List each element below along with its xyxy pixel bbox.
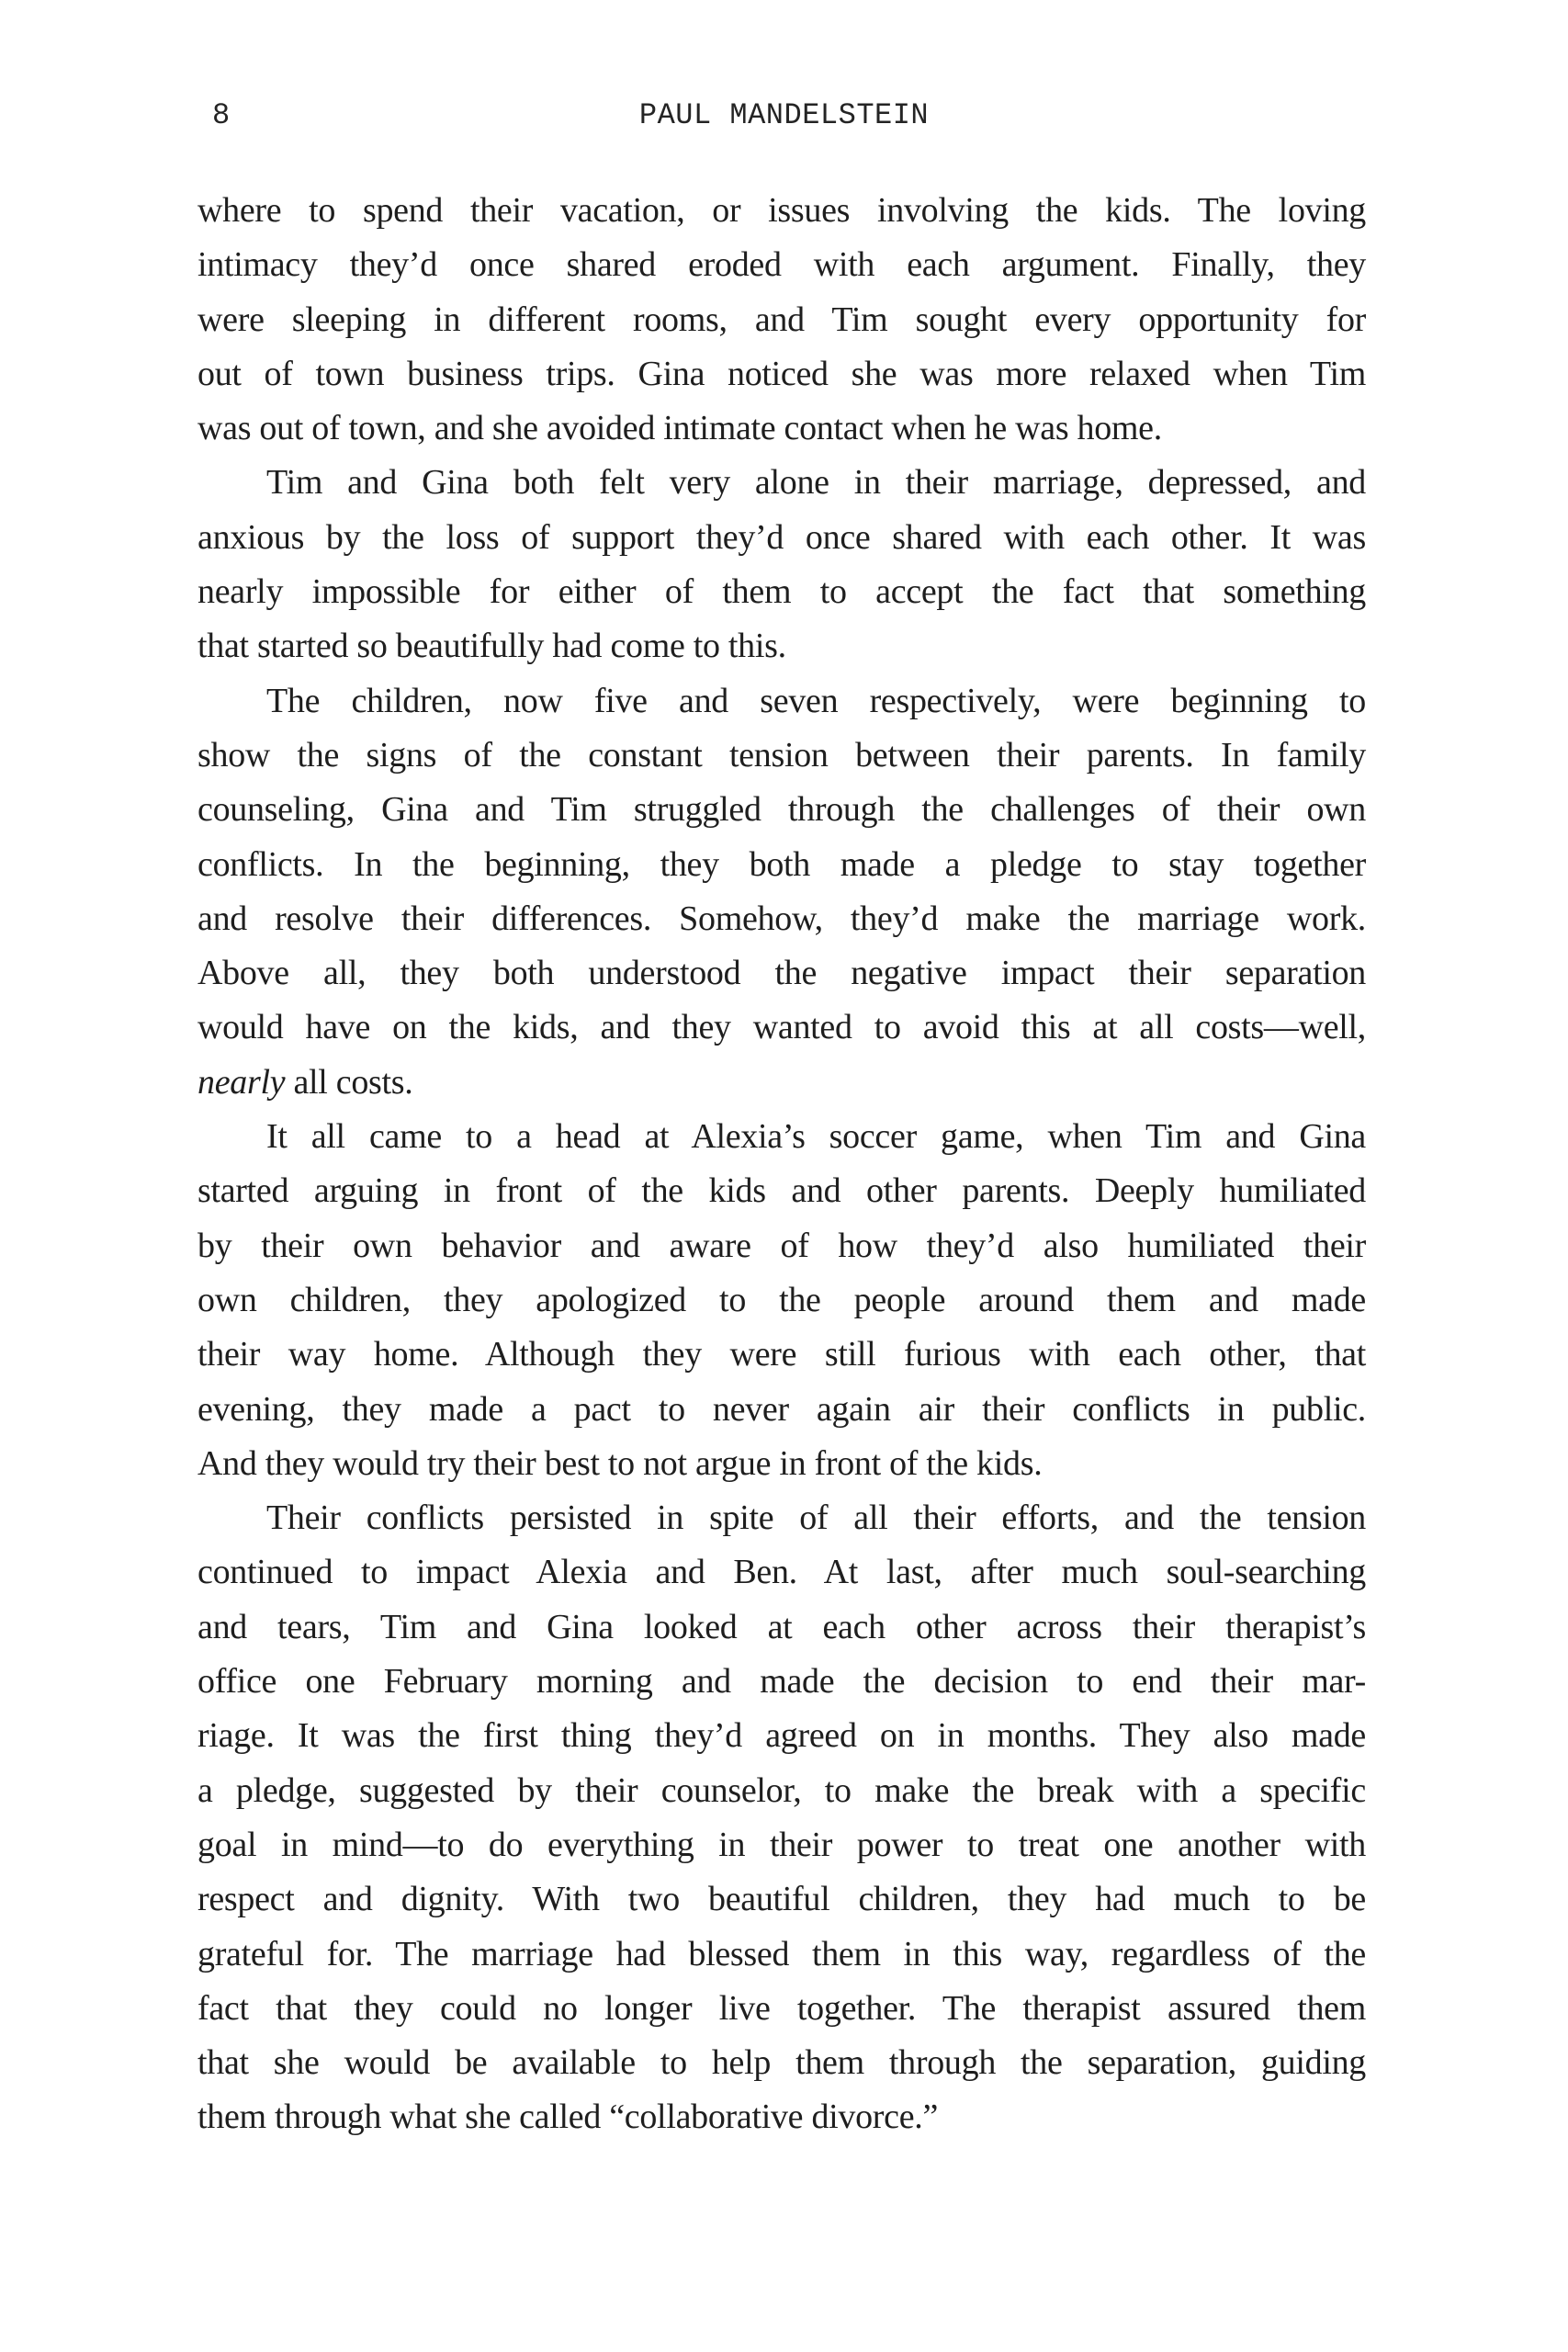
- text-line: continued to impact Alexia and Ben. At last, after much soul-searching: [197, 1553, 1366, 1592]
- text-line: It all came to a head at Alexia’s soccer game, when Tim and Gina: [266, 1117, 1366, 1157]
- text-line: intimacy they’d once shared eroded with each argument. Finally, they: [197, 245, 1366, 285]
- text-line: that started so beautifully had come to this.: [197, 627, 786, 666]
- text-line: was out of town, and she avoided intimate contact when he was home.: [197, 409, 1162, 448]
- text-line: office one February morning and made the decision to end their mar-: [197, 1662, 1366, 1702]
- text-line: riage. It was the first thing they’d agreed on in months. They also made: [197, 1716, 1366, 1756]
- text-line: their way home. Although they were still furious with each other, that: [197, 1335, 1366, 1374]
- text-line: nearly impossible for either of them to accept the fact that something: [197, 572, 1366, 612]
- paragraph: [197, 674, 1366, 1110]
- text-line: and tears, Tim and Gina looked at each other across their therapist’s: [197, 1607, 1366, 1646]
- text-line: fact that they could no longer live together. The therapist assured them: [197, 1988, 1366, 2028]
- text-line: show the signs of the constant tension between their parents. In family: [197, 735, 1366, 775]
- text-line: where to spend their vacation, or issues involving the kids. The loving: [197, 191, 1366, 230]
- text-line: conflicts. In the beginning, they both made a pledge to stay together: [197, 844, 1366, 884]
- text-line: that she would be available to help them through the separation, guiding: [197, 2043, 1366, 2083]
- text-line: own children, they apologized to the people around them and made: [197, 1280, 1366, 1319]
- text-line: nearly all costs.: [197, 1062, 413, 1102]
- text-line: And they would try their best to not argue in front of the kids.: [197, 1443, 1043, 1483]
- text-line: would have on the kids, and they wanted to avoid this at all costs—well,: [197, 1008, 1366, 1047]
- text-line: goal in mind—to do everything in their power to treat one another with: [197, 1825, 1366, 1864]
- body-text: [197, 184, 1366, 2145]
- text-line: started arguing in front of the kids and other parents. Deeply humiliated: [197, 1171, 1366, 1211]
- text-line: counseling, Gina and Tim struggled through the challenges of their own: [197, 790, 1366, 830]
- page-number: 8: [212, 98, 231, 132]
- paragraph: [197, 1110, 1366, 1491]
- text-line: Their conflicts persisted in spite of all their efforts, and the tension: [266, 1498, 1366, 1538]
- text-line: respect and dignity. With two beautiful children, they had much to be: [197, 1880, 1366, 1919]
- paragraph: [197, 1491, 1366, 2145]
- running-header: [0, 97, 1568, 134]
- paragraph: [197, 184, 1366, 456]
- text-line: by their own behavior and aware of how they’d also humiliated their: [197, 1226, 1366, 1265]
- paragraph: [197, 456, 1366, 673]
- text-line: grateful for. The marriage had blessed them in this way, regardless of the: [197, 1934, 1366, 1973]
- text-line: evening, they made a pact to never again air their conflicts in public.: [197, 1389, 1366, 1429]
- text-line: anxious by the loss of support they’d once shared with each other. It was: [197, 517, 1366, 557]
- text-line: and resolve their differences. Somehow, they’d make the marriage work.: [197, 899, 1366, 938]
- running-head: PAUL MANDELSTEIN: [638, 98, 930, 132]
- text-line: them through what she called “collaborative divorce.”: [197, 2098, 939, 2137]
- text-line: The children, now five and seven respectively, were beginning to: [266, 681, 1366, 720]
- text-line: out of town business trips. Gina noticed she was more relaxed when Tim: [197, 354, 1366, 393]
- text-line: a pledge, suggested by their counselor, to make the break with a specific: [197, 1770, 1366, 1810]
- text-line: Tim and Gina both felt very alone in their marriage, depressed, and: [266, 463, 1366, 503]
- text-line: Above all, they both understood the negative impact their separation: [197, 954, 1366, 993]
- text-line: were sleeping in different rooms, and Tim sought every opportunity for: [197, 300, 1366, 339]
